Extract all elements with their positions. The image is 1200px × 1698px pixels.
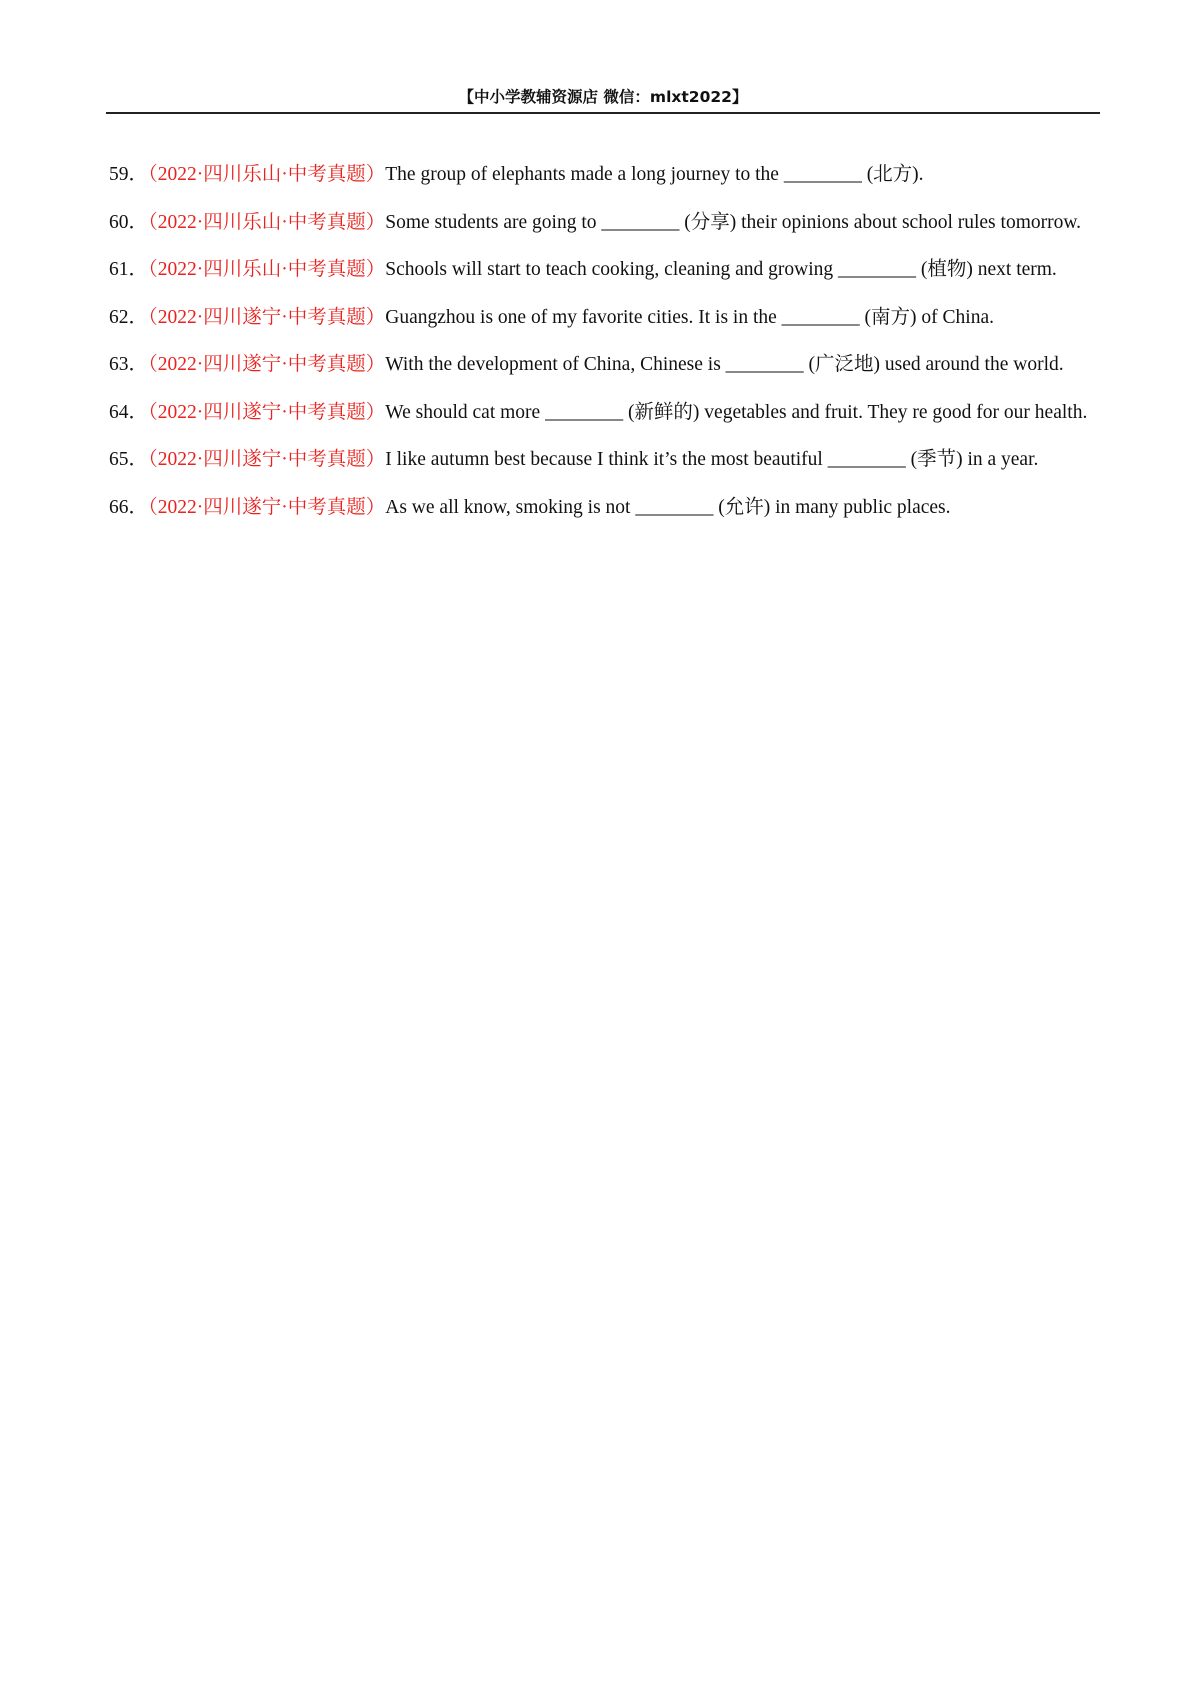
question-number: 66．	[109, 496, 149, 518]
question-source: （2022·四川遂宁·中考真题）	[148, 401, 386, 423]
question-number: 63．	[109, 354, 149, 375]
question-60	[109, 199, 1101, 247]
question-66	[109, 484, 1101, 532]
question-source: （2022·四川乐山·中考真题）	[148, 259, 386, 280]
question-65	[109, 436, 1101, 484]
question-62	[109, 294, 1101, 342]
question-source: （2022·四川遂宁·中考真题）	[148, 496, 386, 518]
question-source: （2022·四川遂宁·中考真题）	[148, 306, 386, 328]
page-header	[106, 84, 1100, 114]
question-61	[109, 246, 1101, 294]
question-64	[109, 389, 1101, 437]
question-text: The group of elephants made a long journey to the ________ (北方).	[385, 164, 924, 185]
question-number: 60．	[109, 211, 149, 233]
question-source: （2022·四川乐山·中考真题）	[148, 211, 386, 233]
question-source: （2022·四川乐山·中考真题）	[148, 164, 386, 185]
question-text: As we all know, smoking is not ________ (允许) in many public places.	[385, 496, 951, 518]
question-63	[109, 341, 1101, 389]
question-number: 64．	[109, 401, 149, 423]
question-text: I like autumn best because I think it’s the most beautiful ________ (季节) in a year.	[385, 449, 1039, 470]
question-source: （2022·四川遂宁·中考真题）	[148, 354, 386, 375]
question-text: With the development of China, Chinese is ________ (广泛地) used around the world.	[385, 354, 1064, 375]
question-text: Schools will start to teach cooking, cleaning and growing ________ (植物) next term.	[385, 259, 1057, 280]
question-number: 62．	[109, 306, 149, 328]
question-text: We should cat more ________ (新鲜的) vegetables and fruit. They re good for our health.	[385, 401, 1088, 423]
question-number: 61．	[109, 259, 149, 280]
question-text: Some students are going to ________ (分享) their opinions about school rules tomorrow.	[385, 211, 1082, 233]
question-source: （2022·四川遂宁·中考真题）	[148, 449, 386, 470]
question-59	[109, 151, 1101, 199]
header-text: 【中小学教辅资源店 微信：mlxt2022】	[458, 88, 748, 106]
question-text: Guangzhou is one of my favorite cities. It is in the ________ (南方) of China.	[385, 306, 994, 328]
question-list	[109, 151, 1101, 531]
question-number: 65．	[109, 449, 149, 470]
question-number: 59．	[109, 164, 149, 185]
